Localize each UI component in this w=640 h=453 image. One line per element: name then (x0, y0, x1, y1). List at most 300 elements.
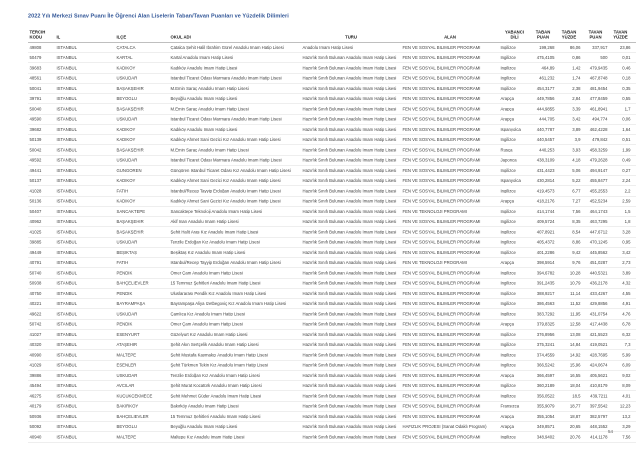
cell-alan: FEN VE SOSYAL BİLİMLER PROGRAMI (402, 65, 481, 70)
cell-tercih-kodu: 39885 (29, 240, 42, 245)
cell-okul-adi: Akif İnan Anadolu İmam Hatip Lisesi (170, 219, 239, 224)
cell-yabanci-dili: Arapça (500, 414, 514, 419)
cell-okul-adi: Maltepe Kız Anadolu İmam Hatip Lisesi (170, 434, 245, 439)
cell-okul-adi: Ömer Çam Anadolu İmam Hatip Lisesi (170, 322, 243, 327)
cell-taban-puan: 388,9217 (536, 291, 555, 296)
cell-ilce: PENDİK (116, 322, 133, 327)
cell-alan: FEN VE SOSYAL BİLİMLER PROGRAMI (402, 86, 481, 91)
cell-il: İSTANBUL (56, 281, 77, 286)
cell-tercih-kodu: 50040 (29, 106, 42, 111)
cell-alan: FEN VE SOSYAL BİLİMLER PROGRAMI (402, 291, 481, 296)
cell-taban-puan: 360,2189 (536, 383, 555, 388)
cell-tercih-kodu: 50137 (29, 178, 42, 183)
cell-alan: FEN VE SOSYAL BİLİMLER PROGRAMI (402, 404, 481, 409)
cell-alan: FEN VE SOSYAL BİLİMLER PROGRAMI (402, 342, 481, 347)
cell-il: İSTANBUL (56, 158, 77, 163)
cell-il: İSTANBUL (56, 55, 77, 60)
cell-tavan-puan: 463,7295 (589, 219, 608, 224)
cell-taban-puan: 355,1054 (536, 414, 555, 419)
cell-yabanci-dili: İngilizce (500, 352, 516, 357)
cell-ilce: ÜSKÜDAR (116, 240, 138, 245)
cell-taban-puan: 440,7787 (536, 127, 555, 132)
cell-tavan-puan: 479,2628 (589, 158, 608, 163)
cell-tavan-yuzde: 0,55 (622, 96, 631, 101)
cell-tercih-kodu: 50740 (29, 270, 42, 275)
cell-ilce: BEYOĞLU (116, 96, 138, 101)
cell-il: İSTANBUL (56, 373, 77, 378)
cell-yabanci-dili: İngilizce (500, 137, 516, 142)
cell-tavan-puan: 337,917 (592, 45, 608, 50)
cell-okul-adi: Ömer Çam Anadolu İmam Hatip Lisesi (170, 270, 243, 275)
cell-taban-puan: 475,4105 (536, 55, 555, 60)
cell-taban-puan: 440,253 (539, 147, 555, 152)
cell-turu: Hazırlık Sınıfı Bulunan Anadolu İmam Hatip Lisesi (302, 127, 397, 132)
cell-alan: FEN VE SOSYAL BİLİMLER PROGRAMI (402, 322, 481, 327)
cell-yabanci-dili: İngilizce (500, 250, 516, 255)
cell-alan: FEN VE SOSYAL BİLİMLER PROGRAMI (402, 393, 481, 398)
column-header-il: İL (56, 35, 61, 40)
cell-okul-adi: Kadıköy Ahmet Sani Gezici Kız Anadolu İmam Hatip Lisesi (170, 178, 281, 183)
table-row (28, 248, 636, 258)
cell-turu: Hazırlık Sınıfı Bulunan Anadolu İmam Hatip Lisesi (302, 147, 397, 152)
cell-tavan-puan: 421,5523 (589, 332, 608, 337)
cell-tavan-puan: 461,8941 (589, 106, 608, 111)
cell-il: İSTANBUL (56, 219, 77, 224)
cell-okul-adi: Bakırköy Anadolu İmam Hatip Lisesi (170, 404, 239, 409)
cell-taban-yuzde: 0,86 (572, 55, 581, 60)
cell-yabanci-dili: İngilizce (500, 240, 516, 245)
cell-okul-adi: 15 Temmuz Şehitleri Anadolu İmam Hatip Lisesi (170, 414, 261, 419)
cell-tavan-puan: 452,5234 (589, 199, 608, 204)
cell-taban-puan: 431,4423 (536, 168, 555, 173)
cell-turu: Anadolu İmam Hatip Lisesi (302, 45, 354, 50)
cell-tavan-puan: 462,4228 (589, 127, 608, 132)
cell-tercih-kodu: 50938 (29, 281, 42, 286)
table-row (28, 422, 636, 432)
cell-turu: Hazırlık Sınıfı Bulunan Anadolu İmam Hatip Lisesi (302, 404, 397, 409)
cell-il: İSTANBUL (56, 229, 77, 234)
cell-alan: FEN VE SOSYAL BİLİMLER PROGRAMI (402, 117, 481, 122)
cell-okul-adi: İstanbul/Recep Tayyip Erdoğan Anadolu İmam Hatip Lisesi (170, 188, 281, 193)
cell-tavan-puan: 433,4267 (589, 291, 608, 296)
cell-il: İSTANBUL (56, 199, 77, 204)
cell-alan: FEN VE SOSYAL BİLİMLER PROGRAMI (402, 168, 481, 173)
cell-turu: Hazırlık Sınıfı Bulunan Anadolu İmam Hatip Lisesi (302, 106, 397, 111)
cell-taban-puan: 438,3109 (536, 158, 555, 163)
cell-taban-yuzde: 7,27 (572, 199, 581, 204)
cell-alan: FEN VE SOSYAL BİLİMLER PROGRAMI (402, 147, 481, 152)
table-row (28, 125, 636, 135)
cell-tavan-yuzde: 4,01 (622, 393, 631, 398)
cell-okul-adi: Kadıköy Ahmet Sani Gezici Kız Anadolu İmam Hatip Lisesi (170, 137, 281, 142)
cell-tavan-puan: 428,7695 (589, 352, 608, 357)
cell-alan: FEN VE SOSYAL BİLİMLER PROGRAMI (402, 137, 481, 142)
cell-ilce: BEŞİKTAŞ (116, 250, 137, 255)
cell-tavan-yuzde: 6,78 (622, 322, 631, 327)
cell-taban-puan: 394,6782 (536, 270, 555, 275)
cell-tercih-kodu: 40962 (29, 219, 42, 224)
cell-taban-yuzde: 3,39 (572, 106, 581, 111)
cell-yabanci-dili: Arapça (500, 322, 514, 327)
cell-turu: Hazırlık Sınıfı Bulunan Anadolu İmam Hatip Lisesi (302, 332, 397, 337)
cell-ilce: FATİH (116, 260, 129, 265)
cell-turu: Hazırlık Sınıfı Bulunan Anadolu İmam Hatip Lisesi (302, 209, 397, 214)
cell-taban-yuzde: 5,22 (572, 178, 581, 183)
cell-tavan-puan: 477,8459 (589, 96, 608, 101)
cell-okul-adi: M.Emin Saraç Anadolu İmam Hatip Lisesi (170, 86, 249, 91)
cell-taban-yuzde: 14,84 (569, 342, 581, 347)
cell-taban-yuzde: 8,86 (572, 240, 581, 245)
cell-tavan-puan: 436,2178 (589, 281, 608, 286)
cell-taban-yuzde: 18,87 (569, 414, 581, 419)
cell-il: İSTANBUL (56, 260, 77, 265)
cell-tercih-kodu: 50042 (29, 147, 42, 152)
cell-yabanci-dili: İngilizce (500, 209, 516, 214)
cell-okul-adi: 15 Temmuz Şehitleri Anadolu İmam Hatip Lisesi (170, 281, 261, 286)
cell-tavan-yuzde: 3,89 (622, 270, 631, 275)
cell-tavan-puan: 382,5797 (589, 414, 608, 419)
cell-ilce: BAŞAKŞEHİR (116, 229, 144, 234)
cell-taban-puan: 349,8571 (536, 424, 555, 429)
cell-tavan-puan: 439,7211 (590, 393, 608, 398)
cell-taban-yuzde: 3,42 (572, 117, 581, 122)
cell-tavan-puan: 479,842 (592, 137, 608, 142)
cell-tavan-puan: 455,2553 (589, 188, 608, 193)
cell-ilce: ATAŞEHİR (116, 342, 138, 347)
cell-taban-yuzde: 2,38 (572, 86, 581, 91)
cell-yabanci-dili: İngilizce (500, 45, 516, 50)
cell-turu: Hazırlık Sınıfı Bulunan Anadolu İmam Hatip Lisesi (302, 65, 397, 70)
table-row (28, 63, 636, 73)
cell-ilce: ÜSKÜDAR (116, 76, 138, 81)
cell-il: İSTANBUL (56, 311, 77, 316)
cell-ilce: ÜSKÜDAR (116, 373, 138, 378)
cell-turu: Hazırlık Sınıfı Bulunan Anadolu İmam Hatip Lisesi (302, 311, 397, 316)
cell-okul-adi: Güngören İstanbul Ticaret Odası Kız Anadolu İmam Hatip Lisesi (170, 168, 291, 173)
cell-tavan-puan: 440,5321 (589, 270, 608, 275)
cell-tercih-kodu: 41027 (29, 332, 42, 337)
cell-turu: Hazırlık Sınıfı Bulunan Anadolu İmam Hatip Lisesi (302, 424, 397, 429)
cell-taban-puan: 454,3177 (536, 86, 555, 91)
cell-ilce: BAŞAKŞEHİR (116, 219, 144, 224)
cell-il: İSTANBUL (56, 127, 77, 132)
cell-tavan-yuzde: 2,59 (622, 199, 631, 204)
cell-turu: Hazırlık Sınıfı Bulunan Anadolu İmam Hatip Lisesi (302, 168, 397, 173)
cell-tercih-kodu: 40320 (29, 342, 42, 347)
cell-tavan-puan: 419,0521 (589, 342, 608, 347)
cell-okul-adi: Çamlıca Kız Anadolu İmam Hatip Lisesi (170, 311, 245, 316)
cell-taban-yuzde: 1,74 (572, 76, 581, 81)
cell-taban-yuzde: 18,04 (569, 383, 581, 388)
table-row (28, 340, 636, 350)
cell-il: İSTANBUL (56, 76, 77, 81)
cell-alan: FEN VE SOSYAL BİLİMLER PROGRAMI (402, 127, 481, 132)
cell-tavan-puan: 410,8179 (589, 383, 608, 388)
cell-alan: FEN VE TEKNOLOJİ PROGRAMI (402, 209, 467, 214)
table-row (28, 207, 636, 217)
cell-okul-adi: İstanbul Ticaret Odası Marmara Anadolu İmam Hatip Lisesi (170, 76, 282, 81)
cell-taban-yuzde: 15,96 (569, 363, 581, 368)
cell-taban-puan: 430,2814 (536, 178, 555, 183)
column-header-turu: TÜRÜ (345, 35, 357, 40)
cell-alan: FEN VE SOSYAL BİLİMLER PROGRAMI (402, 45, 481, 50)
cell-turu: Hazırlık Sınıfı Bulunan Anadolu İmam Hatip Lisesi (302, 178, 397, 183)
cell-tavan-yuzde: 0,06 (622, 117, 631, 122)
cell-yabanci-dili: İngilizce (500, 301, 516, 306)
cell-yabanci-dili: İngilizce (500, 342, 516, 347)
cell-il: İSTANBUL (56, 137, 77, 142)
cell-yabanci-dili: İngilizce (500, 76, 516, 81)
cell-tercih-kodu: 40179 (29, 404, 42, 409)
cell-taban-yuzde: 3,93 (572, 147, 581, 152)
cell-tavan-yuzde: 12,23 (619, 404, 631, 409)
table-row (28, 289, 636, 299)
table-row (28, 391, 636, 401)
cell-taban-puan: 379,8325 (536, 322, 555, 327)
cell-alan: FEN VE SOSYAL BİLİMLER PROGRAMI (402, 373, 481, 378)
cell-alan: FEN VE SOSYAL BİLİMLER PROGRAMI (402, 240, 481, 245)
cell-ilce: BAKIRKÖY (116, 404, 139, 409)
cell-okul-adi: İstanbul Ticaret Odası Marmara Anadolu İmam Hatip Lisesi (170, 117, 282, 122)
cell-tercih-kodu: 40791 (29, 260, 42, 265)
cell-taban-yuzde: 7,56 (572, 209, 581, 214)
cell-tercih-kodu: 48561 (29, 76, 42, 81)
table-row (28, 371, 636, 381)
cell-tercih-kodu: 50936 (29, 414, 42, 419)
cell-tavan-yuzde: 3,42 (622, 250, 631, 255)
cell-alan: FEN VE SOSYAL BİLİMLER PROGRAMI (402, 219, 481, 224)
cell-tavan-yuzde: 1,99 (622, 147, 631, 152)
cell-il: İSTANBUL (56, 291, 77, 296)
cell-okul-adi: M.Emin Saraç Anadolu İmam Hatip Lisesi (170, 147, 249, 152)
cell-turu: Hazırlık Sınıfı Bulunan Anadolu İmam Hatip Lisesi (302, 270, 397, 275)
cell-tavan-puan: 494,9147 (589, 168, 608, 173)
cell-tavan-yuzde: 4,76 (622, 311, 631, 316)
cell-taban-yuzde: 6,77 (572, 188, 581, 193)
cell-turu: Hazırlık Sınıfı Bulunan Anadolu İmam Hatip Lisesi (302, 219, 397, 224)
cell-tavan-yuzde: 7,56 (622, 434, 631, 439)
cell-tavan-puan: 470,1245 (589, 240, 608, 245)
cell-il: İSTANBUL (56, 301, 77, 306)
cell-tavan-puan: 451,0287 (589, 260, 608, 265)
cell-il: İSTANBUL (56, 270, 77, 275)
cell-yabanci-dili: İngilizce (500, 332, 516, 337)
cell-okul-adi: Tenzile Erdoğan Kız Anadolu İmam Hatip Lisesi (170, 373, 260, 378)
cell-taban-puan: 386,4563 (536, 301, 555, 306)
cell-yabanci-dili: İngilizce (500, 188, 516, 193)
cell-yabanci-dili: Rusça (500, 147, 513, 152)
cell-tavan-puan: 417,4438 (589, 322, 608, 327)
cell-il: İSTANBUL (56, 250, 77, 255)
cell-tercih-kodu: 39791 (29, 96, 42, 101)
cell-taban-yuzde: 13,08 (569, 332, 581, 337)
cell-ilce: BAŞAKŞEHİR (116, 147, 144, 152)
cell-tavan-yuzde: 0,95 (622, 240, 631, 245)
table-row (28, 94, 636, 104)
cell-taban-yuzde: 11,95 (570, 311, 581, 316)
cell-tavan-yuzde: 0,18 (622, 76, 631, 81)
cell-yabanci-dili: İngilizce (500, 229, 516, 234)
table-row (28, 299, 636, 309)
cell-turu: Hazırlık Sınıfı Bulunan Anadolu İmam Hatip Lisesi (302, 96, 397, 101)
cell-turu: Hazırlık Sınıfı Bulunan Anadolu İmam Hatip Lisesi (302, 117, 397, 122)
table-row (28, 237, 636, 247)
cell-taban-puan: 401,2286 (536, 250, 555, 255)
cell-taban-yuzde: 18,5 (572, 393, 581, 398)
cell-yabanci-dili: İspanyolca (500, 178, 521, 183)
cell-taban-puan: 407,8921 (536, 229, 555, 234)
cell-ilce: BAŞAKŞEHİR (116, 106, 144, 111)
table-row (28, 43, 636, 53)
table-row (28, 217, 636, 227)
cell-taban-yuzde: 9,42 (572, 250, 581, 255)
cell-ilce: AVCILAR (116, 383, 135, 388)
cell-tavan-puan: 467,8748 (589, 76, 608, 81)
cell-tavan-puan: 494,774 (592, 117, 608, 122)
cell-tercih-kodu: 49590 (29, 117, 42, 122)
cell-yabanci-dili: Arapça (500, 106, 514, 111)
cell-yabanci-dili: Fransızca (500, 404, 520, 409)
cell-taban-yuzde: 9,76 (572, 260, 581, 265)
cell-tavan-yuzde: 3,29 (622, 424, 631, 429)
cell-alan: FEN VE SOSYAL BİLİMLER PROGRAMI (402, 301, 481, 306)
table-row (28, 330, 636, 340)
cell-taban-puan: 444,705 (539, 117, 555, 122)
cell-tercih-kodu: 50092 (29, 424, 42, 429)
cell-alan: HAFIZLIK PROJESİ (Sanat Odaklı Program) (402, 424, 487, 429)
cell-il: İSTANBUL (56, 96, 77, 101)
cell-tavan-yuzde: 13,2 (622, 414, 631, 419)
cell-taban-puan: 383,7292 (536, 311, 555, 316)
cell-tavan-yuzde: 1,7 (624, 106, 631, 111)
cell-yabanci-dili: Arapça (500, 424, 514, 429)
cell-tavan-yuzde: 4,91 (622, 301, 631, 306)
table-row (28, 412, 636, 422)
cell-il: İSTANBUL (56, 332, 77, 337)
cell-okul-adi: Şehit Halit Aras Kız Anadolu İmam Hatip Lisesi (170, 229, 259, 234)
cell-yabanci-dili: İngilizce (500, 434, 516, 439)
cell-tercih-kodu: 40750 (29, 291, 42, 296)
cell-taban-yuzde: 8,54 (572, 229, 581, 234)
cell-tavan-yuzde: 7,3 (624, 342, 631, 347)
cell-turu: Hazırlık Sınıfı Bulunan Anadolu İmam Hatip Lisesi (302, 414, 397, 419)
cell-il: İSTANBUL (56, 414, 77, 419)
cell-turu: Hazırlık Sınıfı Bulunan Anadolu İmam Hatip Lisesi (302, 158, 397, 163)
cell-turu: Hazırlık Sınıfı Bulunan Anadolu İmam Hatip Lisesi (302, 76, 397, 81)
cell-tercih-kodu: 49622 (29, 311, 42, 316)
column-header-ilce: İLÇE (116, 35, 127, 40)
cell-tavan-yuzde: 5,99 (622, 352, 631, 357)
table-row (28, 84, 636, 94)
cell-alan: FEN VE SOSYAL BİLİMLER PROGRAMI (402, 434, 481, 439)
cell-taban-puan: 409,5724 (536, 219, 555, 224)
cell-taban-puan: 391,2435 (536, 281, 555, 286)
cell-tavan-puan: 464,1743 (589, 209, 608, 214)
cell-yabanci-dili: Arapça (500, 117, 514, 122)
cell-alan: FEN VE SOSYAL BİLİMLER PROGRAMI (402, 270, 481, 275)
cell-yabanci-dili: İngilizce (500, 291, 516, 296)
cell-taban-yuzde: 14,92 (569, 352, 581, 357)
cell-il: İSTANBUL (56, 342, 77, 347)
cell-taban-puan: 464,89 (541, 65, 555, 70)
cell-alan: FEN VE SOSYAL BİLİMLER PROGRAMI (402, 106, 481, 111)
cell-alan: FEN VE SOSYAL BİLİMLER PROGRAMI (402, 76, 481, 81)
cell-turu: Hazırlık Sınıfı Bulunan Anadolu İmam Hatip Lisesi (302, 199, 397, 204)
cell-ilce: KÜÇÜKÇEKMECE (116, 393, 153, 398)
cell-alan: FEN VE SOSYAL BİLİMLER PROGRAMI (402, 352, 481, 357)
cell-taban-puan: 449,7856 (536, 96, 555, 101)
cell-il: İSTANBUL (56, 383, 77, 388)
cell-yabanci-dili: Arapça (500, 96, 514, 101)
cell-yabanci-dili: İspanyolca (500, 127, 521, 132)
table-row (28, 360, 636, 370)
table-row (28, 401, 636, 411)
cell-tavan-yuzde: 4,32 (622, 281, 631, 286)
cell-taban-puan: 356,0522 (536, 393, 555, 398)
cell-ilce: ESENLER (116, 363, 137, 368)
cell-tercih-kodu: 49592 (29, 158, 42, 163)
cell-taban-yuzde: 86,06 (569, 45, 581, 50)
cell-turu: Hazırlık Sınıfı Bulunan Anadolu İmam Hatip Lisesi (302, 86, 397, 91)
cell-taban-yuzde: 1,42 (572, 65, 581, 70)
cell-tercih-kodu: 40940 (29, 434, 42, 439)
cell-alan: FEN VE SOSYAL BİLİMLER PROGRAMI (402, 229, 481, 234)
cell-taban-puan: 375,3241 (536, 342, 555, 347)
cell-turu: Hazırlık Sınıfı Bulunan Anadolu İmam Hatip Lisesi (302, 281, 397, 286)
cell-tavan-yuzde: 3,28 (622, 229, 631, 234)
cell-tavan-yuzde: 6,32 (622, 332, 631, 337)
cell-taban-yuzde: 20,76 (569, 434, 581, 439)
table-header-row (28, 28, 636, 43)
cell-okul-adi: İstanbul Ticaret Odası Marmara Anadolu İmam Hatip Lisesi (170, 158, 282, 163)
cell-yabanci-dili: İngilizce (500, 65, 516, 70)
cell-turu: Hazırlık Sınıfı Bulunan Anadolu İmam Hatip Lisesi (302, 383, 397, 388)
cell-taban-puan: 419,4573 (536, 188, 555, 193)
cell-ilce: MALTEPE (116, 434, 137, 439)
cell-tavan-yuzde: 2,2 (624, 188, 631, 193)
cell-alan: FEN VE SOSYAL BİLİMLER PROGRAMI (402, 96, 481, 101)
cell-ilce: ÇATALCA (116, 45, 136, 50)
cell-ilce: KADIKÖY (116, 178, 136, 183)
cell-turu: Hazırlık Sınıfı Bulunan Anadolu İmam Hatip Lisesi (302, 352, 397, 357)
cell-tercih-kodu: 45494 (29, 383, 42, 388)
cell-yabanci-dili: Arapça (500, 260, 514, 265)
cell-taban-puan: 376,8956 (536, 332, 555, 337)
cell-tavan-puan: 458,3259 (589, 147, 608, 152)
cell-taban-puan: 366,4597 (536, 373, 555, 378)
cell-okul-adi: Kadıköy Ahmet Sani Gezici Kız Anadolu İmam Hatip Lisesi (170, 199, 281, 204)
cell-okul-adi: Kadıköy Anadolu İmam Hatip Lisesi (170, 65, 238, 70)
cell-tavan-yuzde: 0,49 (622, 158, 631, 163)
cell-il: İSTANBUL (56, 240, 77, 245)
cell-taban-yuzde: 12,58 (569, 322, 581, 327)
column-header-okul-adi: OKUL ADI (170, 35, 191, 40)
cell-tercih-kodu: 40221 (29, 301, 42, 306)
cell-il: İSTANBUL (56, 168, 77, 173)
cell-alan: FEN VE SOSYAL BİLİMLER PROGRAMI (402, 332, 481, 337)
cell-turu: Hazırlık Sınıfı Bulunan Anadolu İmam Hatip Lisesi (302, 250, 397, 255)
cell-ilce: KADIKÖY (116, 199, 136, 204)
cell-taban-puan: 199,268 (539, 45, 555, 50)
table-row (28, 135, 636, 145)
cell-ilce: KARTAL (116, 55, 133, 60)
cell-okul-adi: Tenzile Erdoğan Kız Anadolu İmam Hatip Lisesi (170, 240, 260, 245)
cell-yabanci-dili: İngilizce (500, 86, 516, 91)
cell-alan: FEN VE SOSYAL BİLİMLER PROGRAMI (402, 281, 481, 286)
table-row (28, 73, 636, 83)
cell-okul-adi: Beyoğlu Anadolu İmam Hatip Lisesi (170, 96, 238, 101)
cell-okul-adi: Güzelyurt Kız Anadolu İmam Hatip Lisesi (170, 332, 248, 337)
